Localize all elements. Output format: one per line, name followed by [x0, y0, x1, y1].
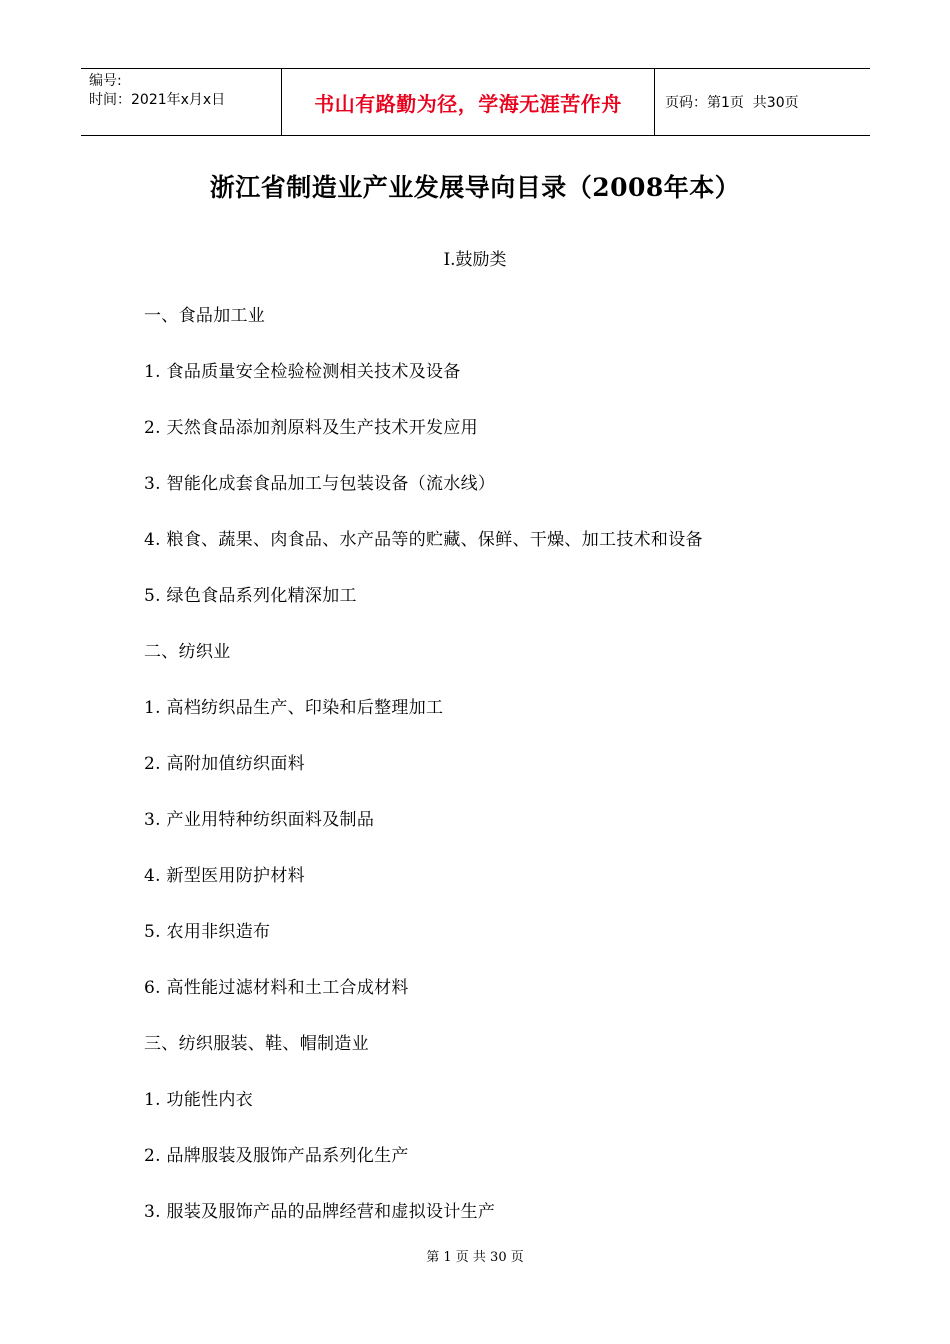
list-item: 4. 粮食、蔬果、肉食品、水产品等的贮藏、保鲜、干燥、加工技术和设备 — [144, 530, 703, 550]
header-page-info: 页码：第1页 共30页 — [665, 95, 799, 111]
list-item: 2. 品牌服装及服饰产品系列化生产 — [144, 1146, 409, 1166]
document-time-label: 时间：2021年x月x日 — [89, 92, 226, 108]
page-footer: 第 1 页 共 30 页 — [426, 1250, 524, 1265]
header-motto-cell — [281, 69, 655, 135]
list-item: 1. 高档纺织品生产、印染和后整理加工 — [144, 698, 444, 718]
list-item: 2. 天然食品添加剂原料及生产技术开发应用 — [144, 418, 478, 438]
list-item: 5. 农用非织造布 — [144, 922, 271, 942]
list-item: 5. 绿色食品系列化精深加工 — [144, 586, 357, 606]
list-item: 2. 高附加值纺织面料 — [144, 754, 305, 774]
section-heading: Ⅰ.鼓励类 — [443, 250, 507, 270]
document-title: 浙江省制造业产业发展导向目录（2008年本） — [209, 173, 741, 202]
category-heading: 三、纺织服装、鞋、帽制造业 — [144, 1034, 369, 1054]
list-item: 1. 食品质量安全检验检测相关技术及设备 — [144, 362, 461, 382]
list-item: 1. 功能性内衣 — [144, 1090, 254, 1110]
list-item: 3. 服装及服饰产品的品牌经营和虚拟设计生产 — [144, 1202, 496, 1222]
document-header — [81, 68, 870, 136]
category-heading: 二、纺织业 — [144, 642, 231, 662]
header-motto: 书山有路勤为径，学海无涯苦作舟 — [314, 91, 622, 116]
list-item: 3. 产业用特种纺织面料及制品 — [144, 810, 375, 830]
category-heading: 一、食品加工业 — [144, 306, 266, 326]
list-item: 4. 新型医用防护材料 — [144, 866, 305, 886]
document-number-label: 编号: — [89, 73, 122, 89]
header-meta — [81, 69, 281, 135]
list-item: 3. 智能化成套食品加工与包装设备（流水线） — [144, 474, 496, 494]
header-page-cell — [655, 69, 870, 135]
list-item: 6. 高性能过滤材料和土工合成材料 — [144, 978, 409, 998]
